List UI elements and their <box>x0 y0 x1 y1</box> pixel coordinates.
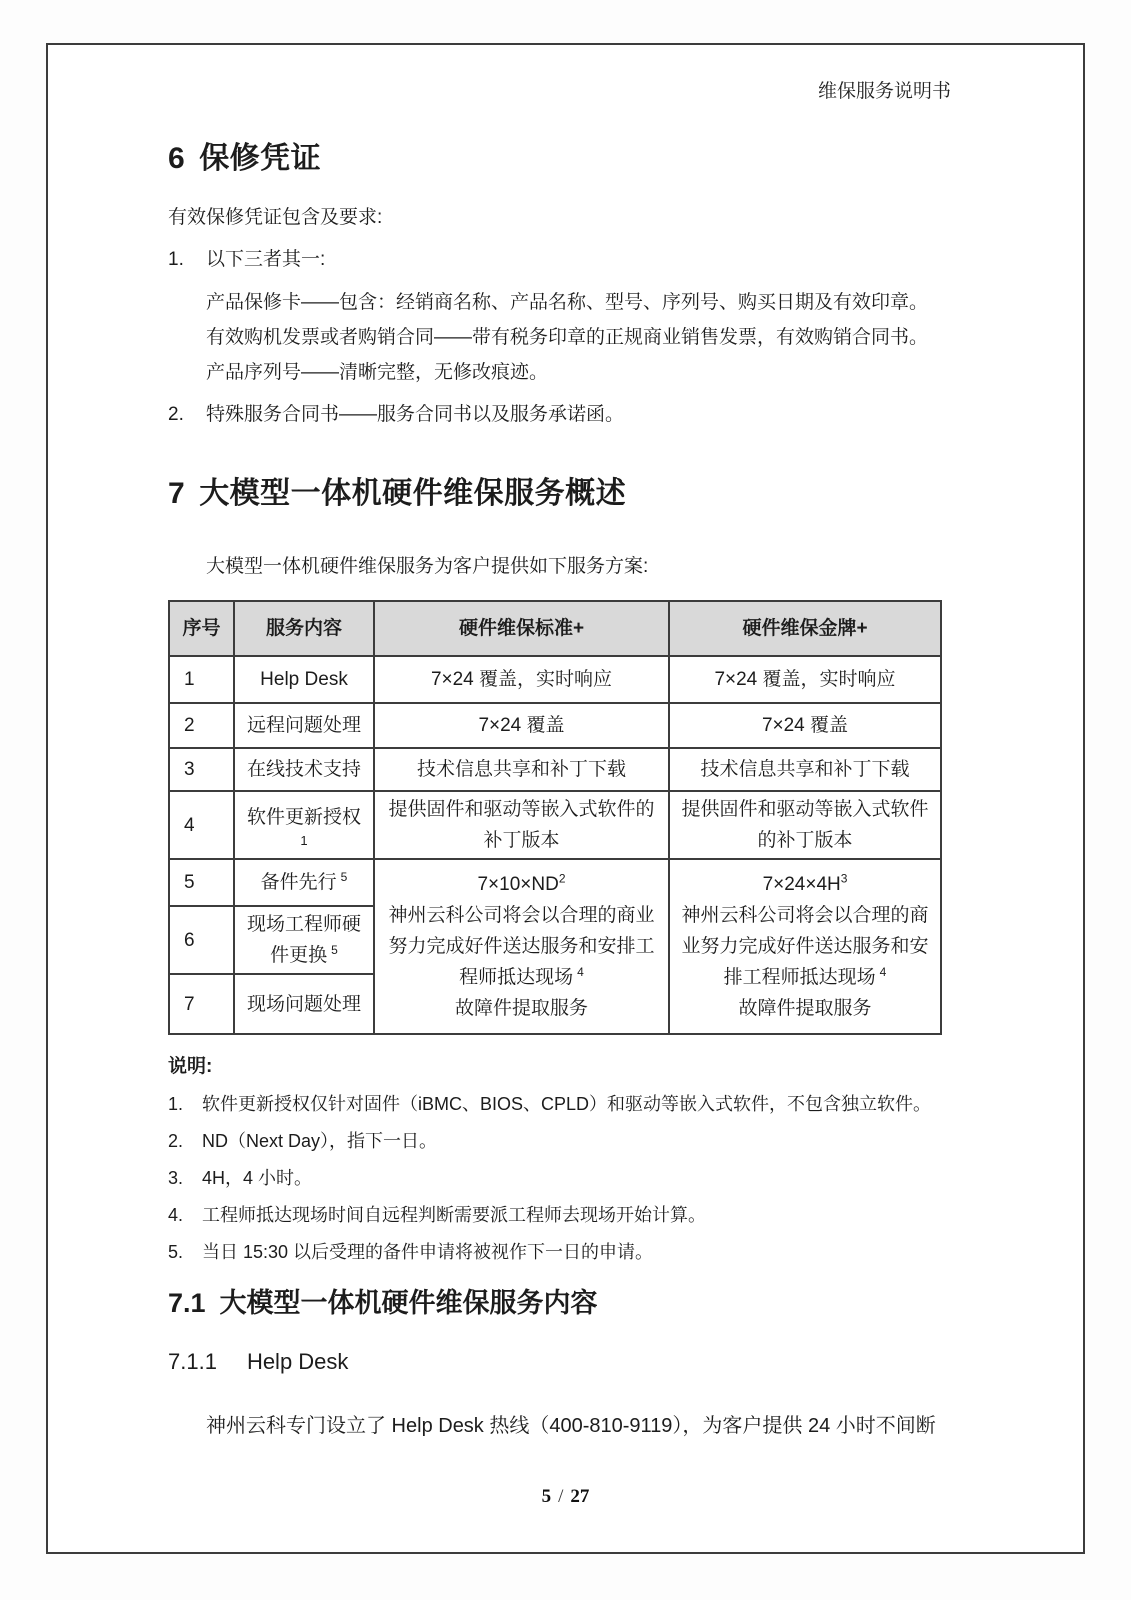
section-7-1-1-number: 7.1.1 <box>168 1349 217 1374</box>
gold-sla-line <box>680 869 930 900</box>
merged-cell-standard <box>374 859 669 1034</box>
note-5-text: 当日 15:30 以后受理的备件申请将被视作下一日的申请。 <box>202 1242 654 1262</box>
row-1-index: 1 <box>169 656 234 703</box>
note-item-5 <box>168 1240 951 1264</box>
section-7-title: 大模型一体机硬件维保服务概述 <box>199 477 627 510</box>
service-plan-table <box>168 600 942 1035</box>
table-row <box>169 748 941 791</box>
list-item-2-text: 特殊服务合同书——服务合同书以及服务承诺函。 <box>206 404 625 425</box>
note-2-number: 2. <box>168 1131 184 1151</box>
col-header-standard: 硬件维保标准+ <box>374 601 669 656</box>
note-3-number: 3. <box>168 1168 184 1188</box>
section-7-heading <box>168 474 951 514</box>
list-item-1 <box>168 247 951 273</box>
table-row <box>169 703 941 748</box>
page-frame <box>46 43 1085 1554</box>
section-6-title: 保修凭证 <box>199 142 322 175</box>
row-4-service-footnote: 1 <box>300 832 308 848</box>
section-7-number: 7 <box>168 477 186 510</box>
gold-footer-line: 故障件提取服务 <box>738 998 872 1019</box>
gold-body-text: 神州云科公司将会以合理的商业努力完成好件送达服务和安排工程师抵达现场 <box>681 905 929 988</box>
merged-cell-gold <box>669 859 941 1034</box>
row-2-service: 远程问题处理 <box>234 703 374 748</box>
row-1-gold: 7×24 覆盖，实时响应 <box>669 656 941 703</box>
row-6-service-footnote: 5 <box>331 942 338 957</box>
row-3-standard: 技术信息共享和补丁下载 <box>374 748 669 791</box>
row-6-service-text: 现场工程师硬件更换 <box>246 914 361 966</box>
gold-sla-footnote: 3 <box>840 871 848 886</box>
standard-body-text: 神州云科公司将会以合理的商业努力完成好件送达服务和安排工程师抵达现场 <box>388 905 655 988</box>
doc-header <box>168 81 951 103</box>
row-4-gold: 提供固件和驱动等嵌入式软件的补丁版本 <box>669 791 941 859</box>
page-content <box>48 45 1083 1552</box>
gold-body <box>680 900 930 993</box>
col-header-index: 序号 <box>169 601 234 656</box>
row-2-standard: 7×24 覆盖 <box>374 703 669 748</box>
list-item-1-number: 1. <box>168 249 184 270</box>
list-item-2-number: 2. <box>168 404 184 425</box>
section-7-intro: 大模型一体机硬件维保服务为客户提供如下服务方案: <box>206 556 649 577</box>
note-4-text: 工程师抵达现场时间自远程判断需要派工程师去现场开始计算。 <box>202 1205 706 1225</box>
table-header-row <box>169 601 941 656</box>
row-2-index: 2 <box>169 703 234 748</box>
row-4-service-text: 软件更新授权 <box>246 806 361 828</box>
note-4-number: 4. <box>168 1205 184 1225</box>
row-1-standard: 7×24 覆盖，实时响应 <box>374 656 669 703</box>
note-5-number: 5. <box>168 1242 184 1262</box>
subparagraph-line-1: 产品保修卡——包含：经销商名称、产品名称、型号、序列号、购买日期及有效印章。 <box>206 292 929 313</box>
standard-sla-line <box>385 869 658 900</box>
section-6-number: 6 <box>168 142 186 175</box>
note-2-text: ND（Next Day），指下一日。 <box>202 1131 438 1151</box>
row-3-index: 3 <box>169 748 234 791</box>
standard-footer-line: 故障件提取服务 <box>454 998 588 1019</box>
notes-title: 说明: <box>168 1056 213 1077</box>
row-5-service-text: 备件先行 <box>260 872 337 893</box>
note-1-number: 1. <box>168 1094 184 1114</box>
row-4-service <box>234 791 374 859</box>
note-item-2 <box>168 1129 951 1153</box>
standard-sla-footnote: 2 <box>558 871 566 886</box>
gold-body-footnote: 4 <box>879 964 887 979</box>
row-5-index: 5 <box>169 859 234 906</box>
row-7-service: 现场问题处理 <box>234 974 374 1034</box>
subparagraph-line-3: 产品序列号——清晰完整，无修改痕迹。 <box>206 362 549 383</box>
row-3-gold: 技术信息共享和补丁下载 <box>669 748 941 791</box>
helpdesk-paragraph: 神州云科专门设立了 Help Desk 热线（400-810-9119），为客户提供 24 小时不间断 <box>206 1415 936 1437</box>
list-item-2 <box>168 402 951 428</box>
list-item-1-subparagraph <box>206 285 951 390</box>
note-item-1 <box>168 1092 951 1116</box>
subparagraph-line-2: 有效购机发票或者购销合同——带有税务印章的正规商业销售发票，有效购销合同书。 <box>206 327 929 348</box>
list-item-1-text: 以下三者其一: <box>206 249 326 270</box>
gold-sla: 7×24×4H <box>762 874 841 895</box>
note-1-text: 软件更新授权仅针对固件（iBMC、BIOS、CPLD）和驱动等嵌入式软件，不包含独立软件。 <box>202 1094 932 1114</box>
page-number <box>48 1486 1083 1508</box>
doc-header-title: 维保服务说明书 <box>817 81 951 102</box>
col-header-service: 服务内容 <box>234 601 374 656</box>
table-row <box>169 859 941 906</box>
page-number-current: 5 <box>541 1486 552 1507</box>
row-4-standard: 提供固件和驱动等嵌入式软件的补丁版本 <box>374 791 669 859</box>
row-7-index: 7 <box>169 974 234 1034</box>
section-7-1-number: 7.1 <box>168 1288 206 1318</box>
note-3-text: 4H，4 小时。 <box>202 1168 313 1188</box>
row-2-gold: 7×24 覆盖 <box>669 703 941 748</box>
row-5-service-footnote: 5 <box>340 869 348 884</box>
section-7-1-title: 大模型一体机硬件维保服务内容 <box>219 1288 598 1318</box>
section-6-heading <box>168 139 951 179</box>
standard-body-footnote: 4 <box>577 964 584 979</box>
section-7-1-heading <box>168 1286 951 1320</box>
row-3-service: 在线技术支持 <box>234 748 374 791</box>
col-header-gold: 硬件维保金牌+ <box>669 601 941 656</box>
note-item-4 <box>168 1203 951 1227</box>
row-5-service <box>234 859 374 906</box>
standard-body <box>385 900 658 993</box>
row-6-service <box>234 906 374 974</box>
row-1-service: Help Desk <box>234 656 374 703</box>
page-number-separator: / <box>558 1486 564 1507</box>
section-7-1-1-heading <box>168 1348 951 1376</box>
page-number-total: 27 <box>570 1486 590 1507</box>
row-6-index: 6 <box>169 906 234 974</box>
note-item-3 <box>168 1166 951 1190</box>
section-6-intro: 有效保修凭证包含及要求: <box>168 207 383 228</box>
table-row <box>169 791 941 859</box>
row-4-index: 4 <box>169 791 234 859</box>
standard-sla: 7×10×ND <box>477 874 559 895</box>
section-7-1-1-title: Help Desk <box>246 1349 349 1374</box>
table-row <box>169 656 941 703</box>
